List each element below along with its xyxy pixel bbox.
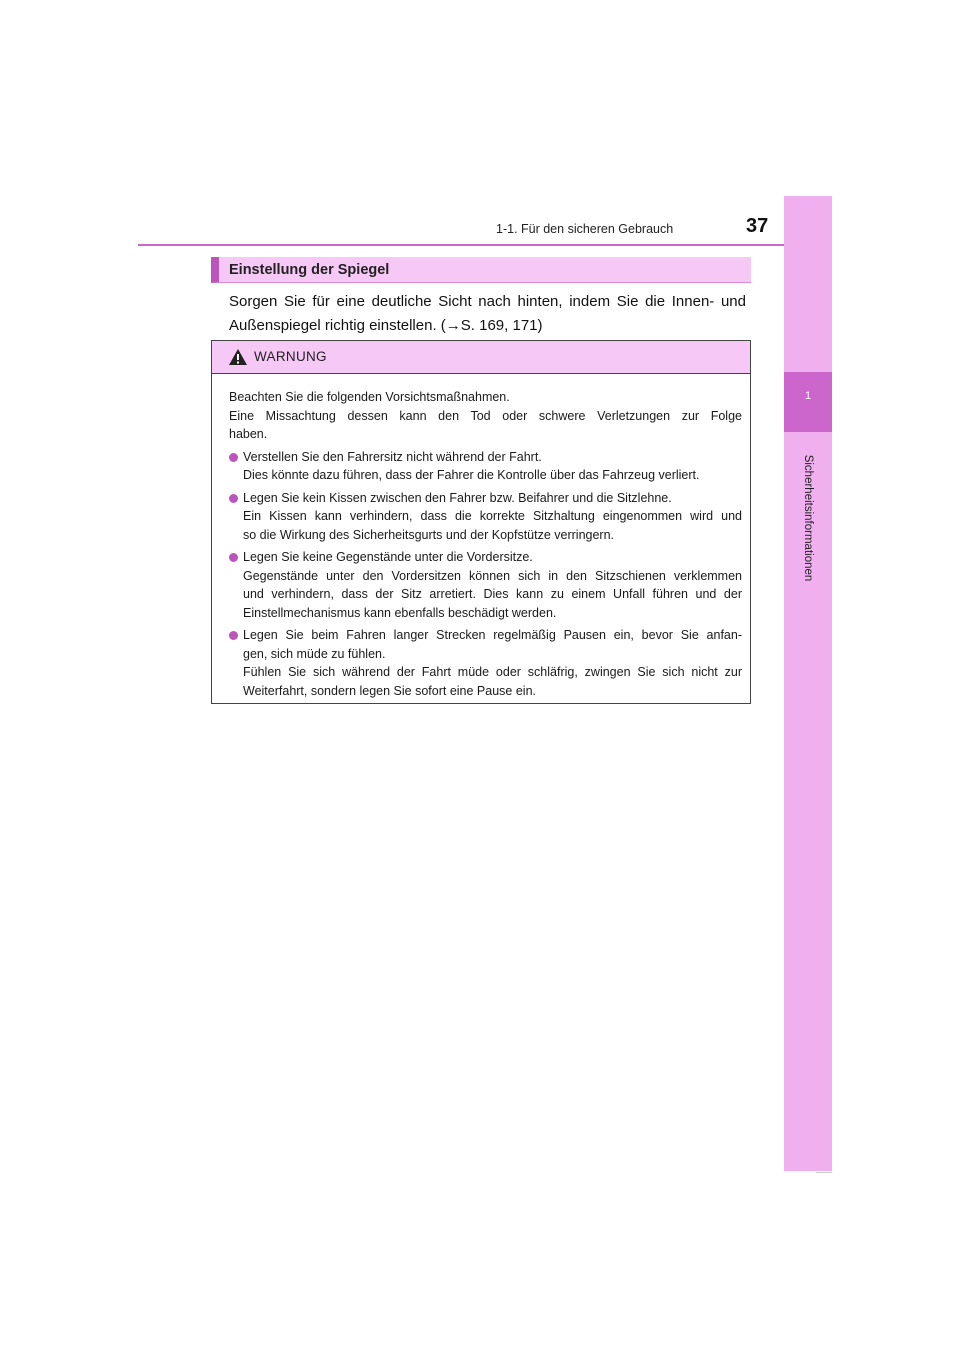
bullet-dot-icon	[229, 494, 238, 503]
warning-box	[211, 340, 751, 704]
warning-bullet	[229, 448, 742, 485]
intro-paragraph	[229, 290, 746, 338]
bullet-line: Ein Kissen kann verhindern, dass die korrekte Sitzhaltung eingenommen wird und	[243, 509, 742, 523]
warning-title: WARNUNG	[254, 349, 327, 364]
bullet-dot-icon	[229, 553, 238, 562]
tab-footer-mark	[816, 1172, 832, 1173]
running-header: 1-1. Für den sicheren Gebrauch	[496, 222, 674, 236]
bullet-line: Legen Sie keine Gegenstände unter die Vordersitze.	[243, 550, 533, 564]
warning-intro	[229, 388, 742, 444]
chapter-number: 1	[804, 390, 812, 402]
section-heading	[211, 257, 751, 283]
bullet-line: Legen Sie kein Kissen zwischen den Fahrer bzw. Beifahrer und die Sitzlehne.	[243, 490, 672, 505]
bullet-dot-icon	[229, 453, 238, 462]
bullet-line: Legen Sie beim Fahren langer Strecken regelmäßig Pausen ein, bevor Sie anfan-	[243, 628, 742, 642]
page-number: 37	[746, 215, 769, 237]
warning-triangle-icon	[228, 348, 248, 366]
section-heading-text: Einstellung der Spiegel	[229, 262, 390, 278]
warning-header	[212, 341, 750, 374]
bullet-line: Weiterfahrt, sondern legen Sie sofort eine Pause ein.	[243, 683, 536, 698]
bullet-line: gen, sich müde zu fühlen.	[243, 646, 386, 661]
warning-intro-line: Eine Missachtung dessen kann den Tod oder schwere Verletzungen zur Folge	[229, 408, 742, 423]
header-divider	[138, 244, 832, 246]
bullet-line: und verhindern, dass der Sitz arretiert. Dies kann zu einem Unfall führen und der	[243, 587, 742, 601]
bullet-line: Gegenstände unter den Vordersitzen können sich in den Sitzschienen verklemmen	[243, 568, 742, 583]
chapter-side-tab	[784, 196, 832, 1171]
intro-line: Außenspiegel richtig einstellen. (→S. 169, 171)	[229, 317, 543, 334]
chapter-title: Sicherheitsinformationen	[802, 454, 814, 582]
warning-bullet	[229, 626, 742, 700]
warning-intro-line: haben.	[229, 427, 268, 441]
warning-intro-line: Beachten Sie die folgenden Vorsichtsmaßnahmen.	[229, 390, 510, 404]
warning-bullet	[229, 548, 742, 622]
chapter-tab-active[interactable]	[784, 372, 832, 432]
bullet-line: Einstellmechanismus kann ebenfalls beschädigt werden.	[243, 605, 557, 620]
warning-bullet	[229, 489, 742, 545]
warning-body	[212, 374, 750, 700]
bullet-line: Dies könnte dazu führen, dass der Fahrer die Kontrolle über das Fahrzeug verliert.	[243, 468, 700, 482]
bullet-line: Fühlen Sie sich während der Fahrt müde oder schläfrig, zwingen Sie sich nicht zur	[243, 665, 742, 679]
intro-line: Sorgen Sie für eine deutliche Sicht nach hinten, indem Sie die Innen- und	[229, 293, 746, 310]
bullet-dot-icon	[229, 631, 238, 640]
bullet-line: so die Wirkung des Sicherheitsgurts und der Kopfstütze verringern.	[243, 527, 615, 542]
bullet-line: Verstellen Sie den Fahrersitz nicht während der Fahrt.	[243, 449, 542, 464]
